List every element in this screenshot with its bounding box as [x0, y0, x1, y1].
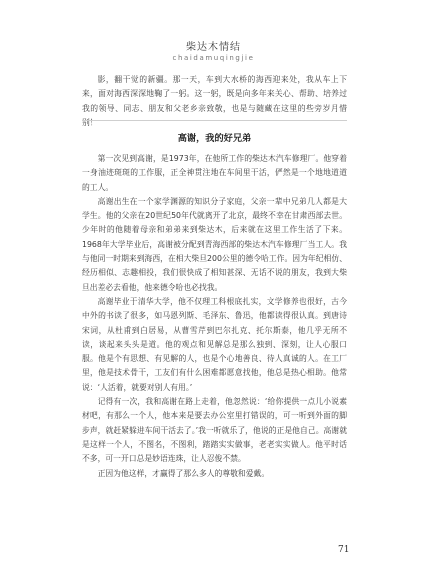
body-paragraph: 第一次见到高谢，是1973年，在他所工作的柴达木汽车修理厂。他穿着一身油迹斑斑的工作服，正全神贯注地在车间里干活，俨然是一个地地道道的工人。 [82, 154, 347, 192]
running-header [0, 38, 427, 62]
article-body [82, 152, 347, 481]
article-title: 高谢，我的好兄弟 [177, 133, 252, 144]
body-paragraph: 记得有一次，我和高谢在路上走着，他忽然说：‘给你提供一点儿小说素材吧，有那么一个人，他本来是要去办公室里打错误的，可一听到外面的脚步声，就赶紧躲进车间干活去了。’我一听就乐了，他说的正是他自己。高谢就是这样一个人，不图名，不图利，踏踏实实做事，老老实实做人。他平时话不多，可一开口总是妙语连珠，让人忍俊不禁。 [82, 397, 347, 464]
body-paragraph: 正因为他这样，才赢得了那么多人的尊敬和爱戴。 [97, 468, 270, 478]
intro-paragraph: 影，翻干觉的新疆。那一天，车到大水桥的海西迎来处，我从车上下来，面对海西深深地鞠了一躬。这一躬，既是向多年来关心、帮助、培养过我的领导、同志、朋友和父老乡亲致敬，也是与随藏在这里的些旁岁月惜别！ [82, 75, 347, 127]
section-divider [82, 120, 347, 121]
page-number: 71 [338, 545, 350, 555]
body-paragraph: 高谢毕业于清华大学，他不仅理工科根底扎实，文学修养也很好，古今中外的书读了很多，如马恩列斯、毛泽东、鲁迅，他都读得很认真。到唐诗宋词，从杜甫到白居易，从曹雪芹到巴尔扎克、托尔斯泰，他几乎无所不读，谈起来头头是道。他的观点和见解总是那么独到、深刻，让人心服口服。他是个有思想、有见解的人，也是个心地善良、待人真诚的人。在工厂里，他是技术骨干，工友们有什么困难都愿意找他，他总是热心相助。他常说：‘人活着，就要对别人有用。’ [82, 296, 347, 392]
running-header-title: 柴达木情结 [186, 42, 241, 53]
body-paragraph: 高谢出生在一个家学渊源的知识分子家庭，父亲一辈中兄弟几人都是大学生。他的父亲在20世纪50年代就离开了北京，最终不幸在甘肃西部去世。少年时的他随着母亲和弟弟来到柴达木，后来就在这里工作生活了下来。1968年大学毕业后，高谢被分配到青海西部的柴达木汽车修理厂当工人。我与他同一时期来到海西，在相大柴旦200公里的德令哈工作。因为年纪相仿、经历相似、志趣相投，我们很快成了相知甚深、无话不说的朋友，我到大柴旦出差必去看他，他来德令哈也必找我。 [82, 196, 347, 292]
running-header-pinyin: chaidamuqingjie [172, 54, 255, 62]
